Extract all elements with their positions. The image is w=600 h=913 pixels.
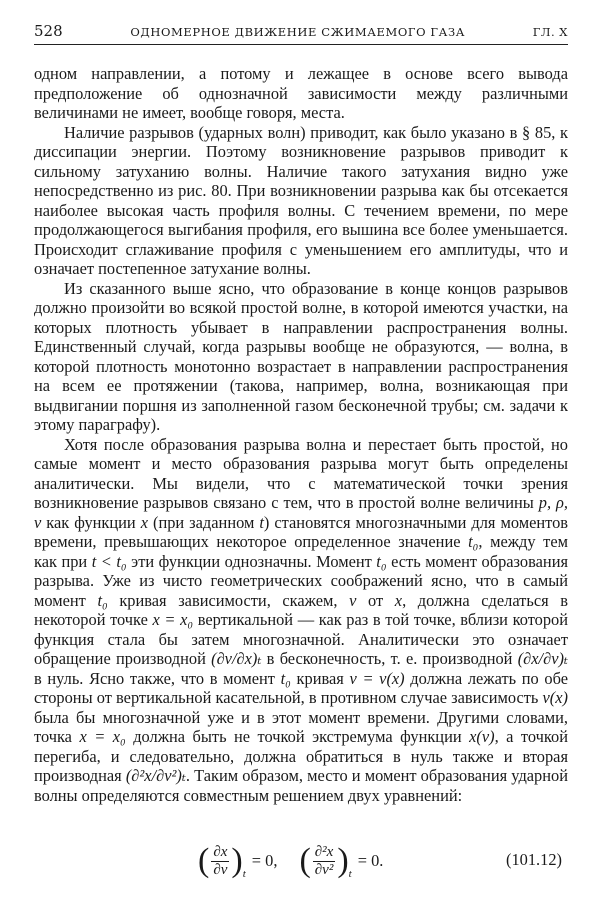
equation-number: (101.12) bbox=[506, 850, 562, 869]
text-run: . Таким образом, место и момент образования ударной волны определяются совместным решением двух уравнений: bbox=[34, 766, 568, 805]
math-inline: x = x₀ bbox=[152, 610, 194, 629]
text-run: в нуль. Ясно также, что в момент bbox=[34, 668, 281, 688]
right-paren: ) bbox=[337, 842, 349, 879]
text-run: есть момент образования разрыва. Уже из чисто геометрических соображений ясно, что в самый момент bbox=[34, 551, 569, 610]
text-run: вертикальной — как раз в той точке, вблизи которой функция стала бы затем многозначной. Аналитически это означает обращение производной bbox=[34, 610, 568, 668]
fraction-denominator: ∂v bbox=[213, 861, 228, 878]
math-inline: t₀ bbox=[468, 532, 479, 551]
fraction-numerator: ∂x bbox=[213, 843, 228, 860]
text-run: (при заданном bbox=[147, 512, 260, 532]
math-inline: v = v(x) bbox=[349, 668, 405, 688]
math-inline: t₀ bbox=[280, 668, 291, 688]
page-number: 528 bbox=[34, 22, 63, 40]
left-paren: ( bbox=[198, 842, 210, 879]
chapter-label: ГЛ. X bbox=[532, 25, 568, 39]
equals-zero-2: = 0. bbox=[357, 851, 384, 870]
text-run: должна быть не точкой экстремума функции bbox=[125, 727, 470, 746]
text-run: в бесконечность, т. е. производной bbox=[261, 649, 518, 668]
math-inline: t₀ bbox=[376, 551, 387, 571]
equals-zero-1: = 0, bbox=[251, 851, 278, 870]
equation-expression bbox=[198, 838, 383, 884]
math-inline: x = x₀ bbox=[79, 727, 126, 746]
fraction-d2x-dv2 bbox=[313, 844, 336, 879]
paragraph-3: Из сказанного выше ясно, что образование в конце концов разрывов должно произойти во всякой простой волне, в которой имеются участки, на которых плотность убывает в направлении распространения волны. Единственный случай, когда разрывы вообще не образуются, — волна, в которой плотность монотонно возрастает в направлении распространения на всем ее протяжении (такова, например, волна, возникающая при выдвигании поршня из заполненной газом бесконечной трубы; см. задачи к этому параграфу). bbox=[34, 278, 568, 434]
text-run: должна лежать по обе стороны от вертикальной касательной, в противном случае зависимость bbox=[34, 668, 569, 707]
math-inline: (∂²x/∂v²)ₜ bbox=[125, 766, 186, 785]
math-inline: x bbox=[140, 512, 148, 532]
running-header bbox=[34, 22, 568, 45]
page-body bbox=[34, 64, 568, 805]
paragraph-2: Наличие разрывов (ударных волн) приводит, как было указано в § 85, к диссипации энергии. Поэтому возникновение разрывов приводит к сильному затуханию волны. Наличие такого затухания видно уже непосредственно из рис. 80. При возникновении разрыва как бы отсекается наиболее высокая часть профиля волны. С течением времени, по мере продолжающегося выгибания профиля, его вышина все более уменьшается. Происходит сглаживание профиля с уменьшением его амплитуды, что и означает постепенное затухание волны. bbox=[34, 122, 568, 278]
text-run: Хотя после образования разрыва волна и перестает быть простой, но самые момент и место образования разрыва могут быть определены аналитически. Мы видели, что с математической точки зрения возникновение разрывов связано с тем, что в простой волне величины bbox=[34, 434, 568, 512]
math-inline: x(v) bbox=[469, 727, 495, 746]
text-run: кривая bbox=[290, 668, 350, 688]
running-title: ОДНОМЕРНОЕ ДВИЖЕНИЕ СЖИМАЕМОГО ГАЗА bbox=[130, 25, 466, 39]
text-run: была бы многозначной уже и в этот момент времени. Другими словами, точка bbox=[34, 707, 568, 746]
math-inline: v bbox=[349, 590, 357, 610]
fraction-dx-dv bbox=[211, 844, 229, 879]
fraction-numerator: ∂²x bbox=[314, 843, 334, 860]
math-inline: (∂x/∂v)ₜ bbox=[517, 649, 568, 668]
math-inline: (∂v/∂x)ₜ bbox=[211, 649, 262, 668]
text-run: эти функции однозначны. Момент bbox=[126, 551, 377, 571]
subscript-t: t bbox=[348, 868, 352, 880]
display-equation bbox=[34, 838, 568, 888]
math-inline: p, ρ, v bbox=[34, 493, 568, 532]
math-inline: t₀ bbox=[97, 590, 108, 610]
math-inline: x bbox=[394, 590, 403, 610]
fraction-denominator: ∂v² bbox=[314, 861, 334, 878]
right-paren: ) bbox=[231, 842, 243, 879]
text-run: как функции bbox=[41, 512, 141, 532]
text-run: , должна сделаться в некоторой точке bbox=[34, 590, 568, 629]
paragraph-1: одном направлении, а потому и лежащее в основе всего вывода предположение об однозначной зависимости между различными величинами не имеет, вообще говоря, места. bbox=[34, 64, 568, 122]
subscript-t: t bbox=[242, 868, 246, 880]
paragraph-4 bbox=[34, 435, 568, 806]
text-run: , а точкой перегиба, и следовательно, должна обратиться в нуль также и вторая производная bbox=[34, 727, 568, 785]
math-inline: t bbox=[259, 512, 264, 532]
text-run: от bbox=[356, 590, 395, 610]
math-inline: t < t₀ bbox=[91, 551, 127, 571]
text-run: , между тем как при bbox=[34, 532, 568, 571]
math-inline: v(x) bbox=[542, 688, 568, 707]
left-paren: ( bbox=[299, 842, 311, 879]
text-run: ) становятся многозначными для моментов времени, превышающих некоторое определенное значение bbox=[34, 512, 569, 551]
text-run: кривая зависимости, скажем, bbox=[107, 590, 350, 610]
